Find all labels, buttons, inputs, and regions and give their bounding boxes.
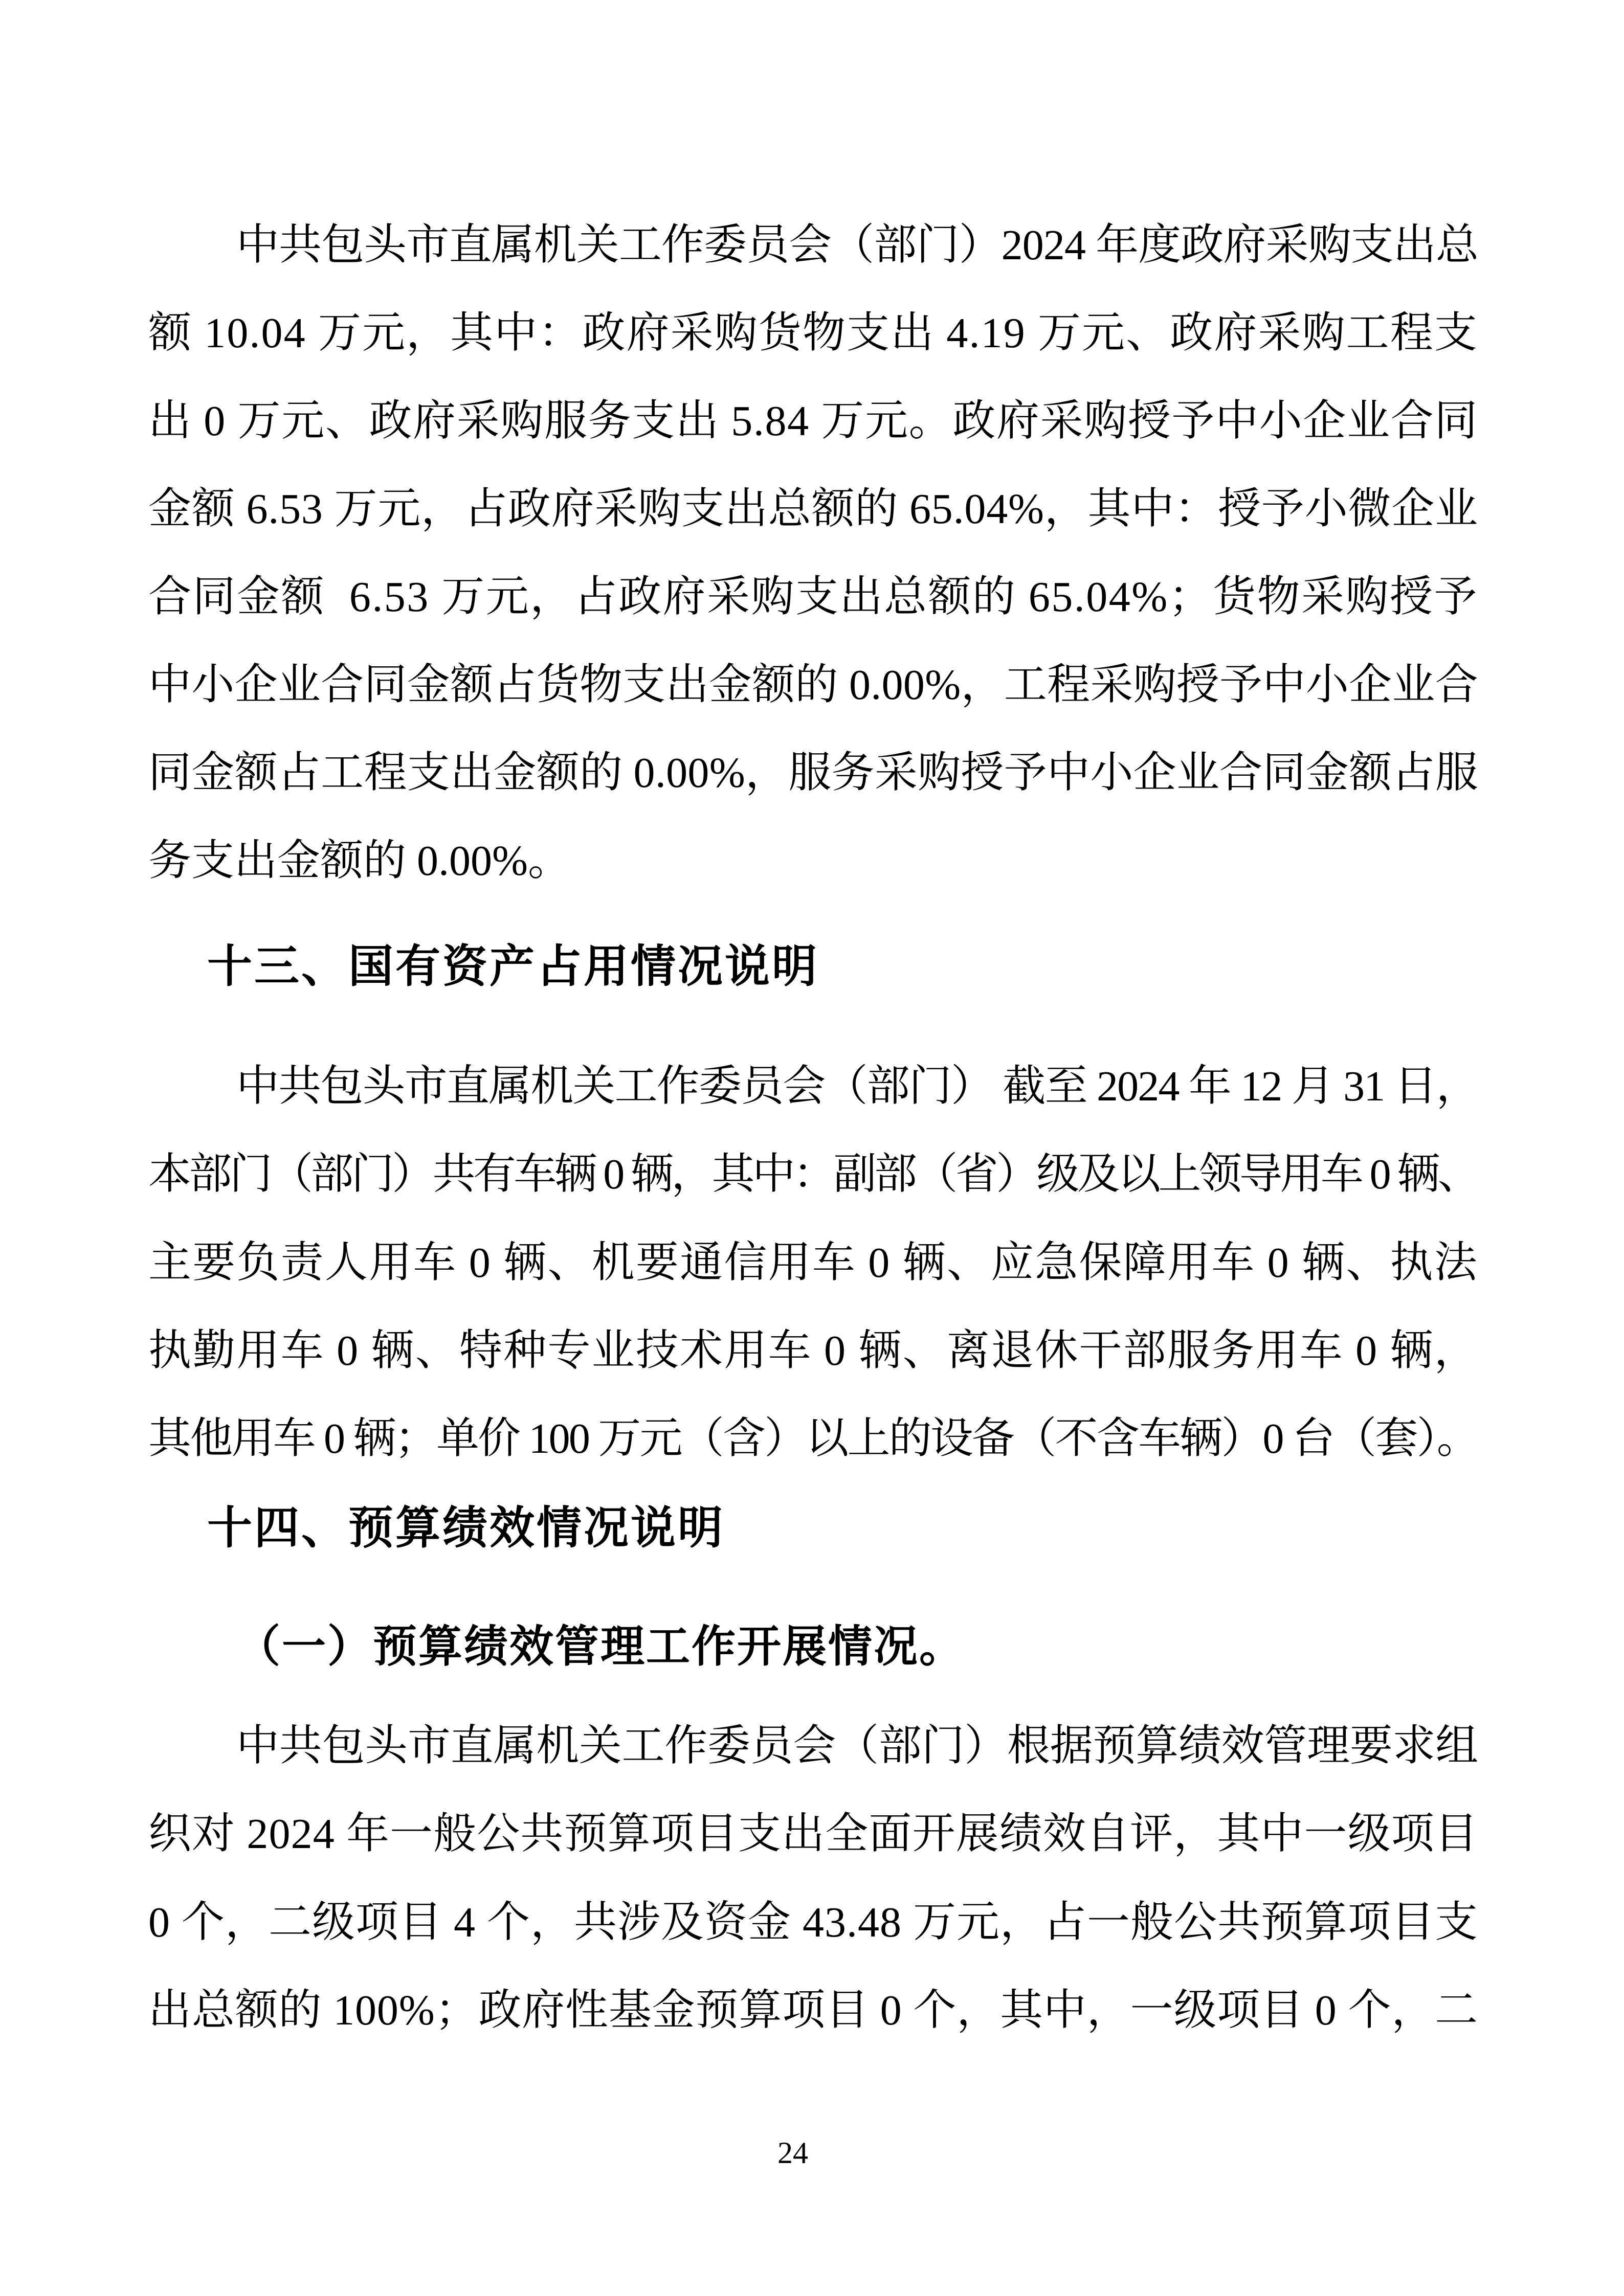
text-run: 出总额的 100%；政府性基金预算项目 0 个，其中，一级项目 0 个，二: [148, 1987, 1478, 2034]
text-run: 中共包头市直属机关工作委员会（部门）2024 年度政府采购支出总: [236, 221, 1478, 269]
text-run: 0 个，二级项目 4 个，共涉及资金 43.48 万元，占一般公共预算项目支: [148, 1899, 1478, 1946]
text-run: 同金额占工程支出金额的 0.00%，服务采购授予中小企业合同金额占服: [148, 749, 1478, 797]
text-run: 中共包头市直属机关工作委员会（部门）根据预算绩效管理要求组: [236, 1722, 1478, 1770]
text-line: [148, 1702, 1478, 1790]
text-run: 本部门（部门）共有车辆 0 辆，其中：副部（省）级及以上领导用车 0 辆、: [148, 1151, 1478, 1198]
text-run: 主要负责人用车 0 辆、机要通信用车 0 辆、应急保障用车 0 辆、执法: [148, 1239, 1478, 1287]
text-run: 执勤用车 0 辆、特种专业技术用车 0 辆、离退休干部服务用车 0 辆，: [148, 1327, 1478, 1375]
text-line: [148, 729, 1478, 817]
text-line: [148, 1307, 1478, 1395]
text-line: [148, 289, 1478, 377]
text-line: [148, 641, 1478, 729]
text-run: 中小企业合同金额占货物支出金额的 0.00%，工程采购授予中小企业合: [148, 661, 1478, 709]
subsection-heading: [148, 1603, 1478, 1691]
text-line: [148, 1395, 1478, 1483]
text-line: [148, 465, 1478, 553]
text-run: 其他用车 0 辆；单价 100 万元（含）以上的设备（不含车辆）0 台（套）。: [148, 1415, 1478, 1462]
section-heading: [148, 1484, 1478, 1572]
text-line: [148, 1219, 1478, 1307]
text-run: 务支出金额的 0.00%。: [148, 837, 571, 885]
text-run: 金额 6.53 万元，占政府采购支出总额的 65.04%，其中：授予小微企业: [148, 485, 1478, 533]
text-line: [148, 1043, 1478, 1131]
text-line: [148, 553, 1478, 641]
text-run: 中共包头市直属机关工作委员会（部门） 截至 2024 年 12 月 31 日，: [236, 1063, 1478, 1110]
text-run: 合同金额 6.53 万元，占政府采购支出总额的 65.04%；货物采购授予: [148, 573, 1478, 621]
text-run: （一）预算绩效管理工作开展情况。: [236, 1622, 965, 1671]
text-run: 出 0 万元、政府采购服务支出 5.84 万元。政府采购授予中小企业合同: [148, 397, 1478, 445]
text-line: [148, 377, 1478, 465]
text-line: [148, 1790, 1478, 1878]
text-run: 额 10.04 万元，其中：政府采购货物支出 4.19 万元、政府采购工程支: [148, 309, 1478, 357]
text-run: 十四、预算绩效情况说明: [207, 1502, 725, 1553]
text-line: [148, 201, 1478, 289]
text-line: [148, 1131, 1478, 1219]
text-run: 十三、国有资产占用情况说明: [207, 941, 819, 992]
text-line: [148, 817, 1478, 905]
section-heading: [148, 922, 1478, 1010]
text-line: [148, 1967, 1478, 2055]
text-line: [148, 1879, 1478, 1967]
text-run: 织对 2024 年一般公共预算项目支出全面开展绩效自评，其中一级项目: [148, 1810, 1478, 1858]
page-number: 24: [777, 2136, 808, 2170]
